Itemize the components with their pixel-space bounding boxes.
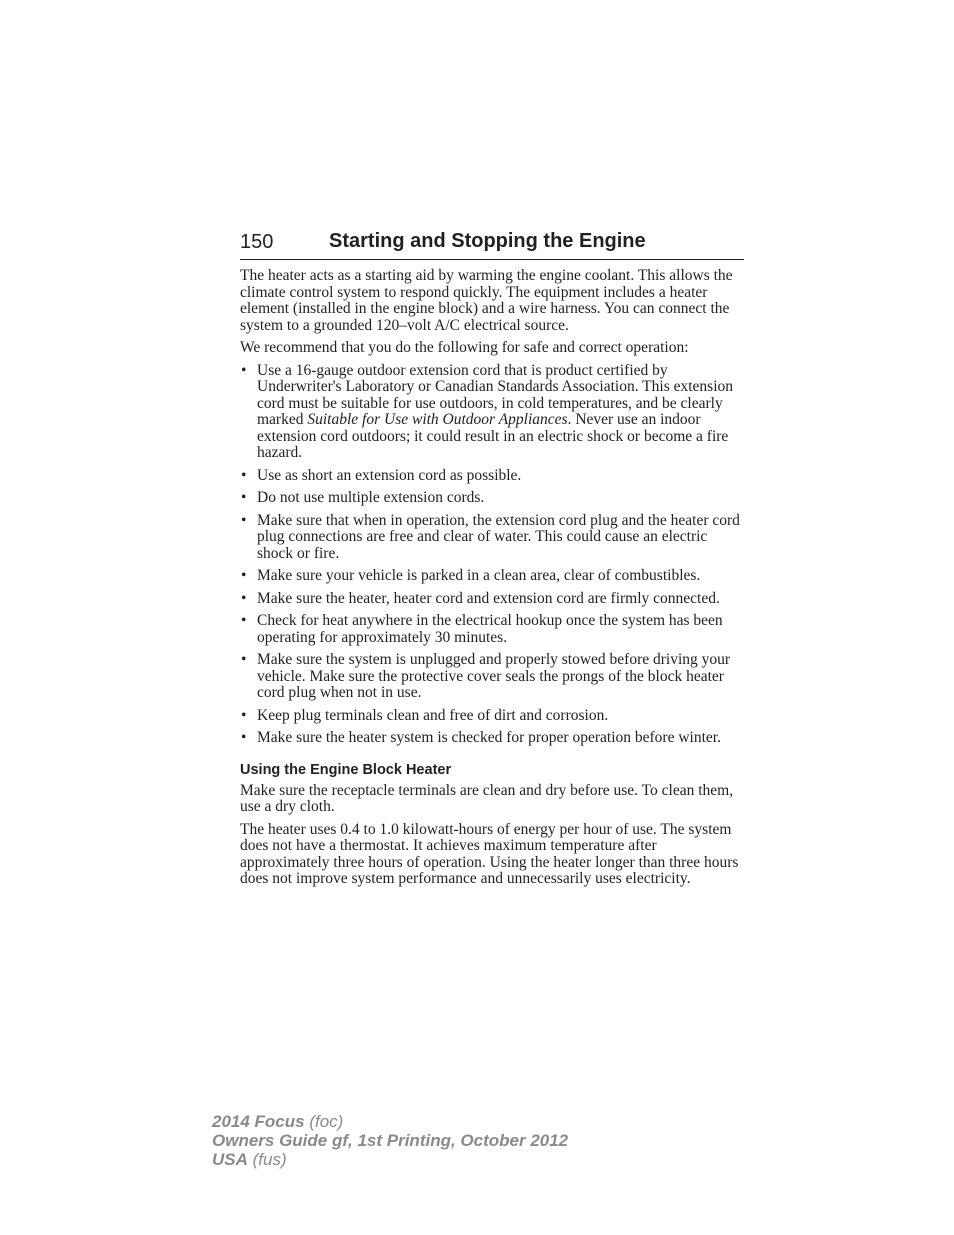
footer-edition: Owners Guide gf, 1st Printing, October 2012 — [212, 1131, 569, 1150]
page-footer — [212, 1112, 568, 1169]
list-item-text: Keep plug terminals clean and free of dirt and corrosion. — [257, 706, 609, 724]
bullet-icon: • — [241, 729, 247, 746]
list-item — [240, 568, 746, 585]
list-item-text: Use as short an extension cord as possible. — [257, 466, 522, 484]
list-item-text: Make sure the heater, heater cord and extension cord are firmly connected. — [257, 589, 720, 607]
list-item-text: Make sure that when in operation, the extension cord plug and the heater cord plug connections are free and clear of water. This could cause an electric shock or fire. — [257, 511, 740, 562]
bullet-icon: • — [241, 466, 247, 484]
list-item-text: Make sure your vehicle is parked in a clean area, clear of combustibles. — [257, 567, 701, 584]
list-item-emphasis: Suitable for Use with Outdoor Appliances — [307, 411, 568, 428]
bullet-icon: • — [241, 489, 247, 506]
list-item — [240, 513, 746, 563]
recommendation-paragraph: We recommend that you do the following for safe and correct operation: — [240, 339, 689, 356]
list-item — [240, 708, 746, 725]
list-item-text: Check for heat anywhere in the electrical hookup once the system has been operating for approximately 30 minutes. — [257, 612, 723, 646]
page-number: 150 — [240, 231, 274, 253]
list-item — [240, 613, 746, 646]
list-item — [240, 363, 746, 462]
bullet-icon: • — [241, 361, 247, 379]
list-item — [240, 490, 746, 507]
safety-bullet-list — [240, 363, 746, 747]
list-item — [240, 468, 746, 485]
list-item-text: Do not use multiple extension cords. — [257, 489, 485, 506]
bullet-icon: • — [241, 589, 247, 607]
page-title: Starting and Stopping the Engine — [329, 230, 646, 252]
bullet-icon: • — [241, 567, 247, 584]
section-heading: Using the Engine Block Heater — [240, 761, 452, 778]
page-header — [240, 228, 744, 260]
list-item — [240, 591, 746, 608]
list-item-text-end: . Never use an indoor extension cord outdoors; it could result in an electric shock or become a fire hazard. — [257, 411, 729, 461]
list-item-text: Make sure the heater system is checked for proper operation before winter. — [257, 729, 721, 746]
footer-model-line — [212, 1112, 568, 1131]
bullet-icon: • — [241, 511, 247, 529]
intro-paragraph: The heater acts as a starting aid by warming the engine coolant. This allows the climate control system to respond quickly. The equipment includes a heater element (installed in the engine block) and a wire harness. You can connect the system to a grounded 120–volt A/C electrical source. — [240, 267, 733, 334]
list-item — [240, 652, 746, 702]
footer-model: 2014 Focus — [212, 1112, 305, 1131]
footer-edition-line — [212, 1131, 568, 1150]
bullet-icon: • — [241, 651, 247, 668]
section-paragraph: Make sure the receptacle terminals are clean and dry before use. To clean them, use a dry cloth. — [240, 781, 734, 815]
list-item-text: Make sure the system is unplugged and properly stowed before driving your vehicle. Make sure the protective cover seals the prongs of the block heater cord plug when not in use. — [257, 651, 731, 701]
footer-market-line — [212, 1150, 568, 1169]
footer-market-code: (fus) — [247, 1150, 287, 1169]
list-item — [240, 730, 746, 747]
bullet-icon: • — [241, 612, 247, 629]
main-content — [240, 268, 746, 894]
footer-model-code: (foc) — [304, 1112, 344, 1131]
list-item-text: Use a 16-gauge outdoor extension cord that is product certified by Underwriter's Laboratory or Canadian Standards Association. This extension cord must be suitable for use outdoors, in cold temperatures, and be clearly marked — [257, 361, 734, 428]
footer-market: USA — [212, 1150, 248, 1169]
bullet-icon: • — [241, 706, 247, 724]
section-paragraph: The heater uses 0.4 to 1.0 kilowatt-hours of energy per hour of use. The system does not have a thermostat. It achieves maximum temperature after approximately three hours of operation. Using the heater longer than three hours does not improve system performance and unnecessarily uses electricity. — [240, 820, 739, 887]
